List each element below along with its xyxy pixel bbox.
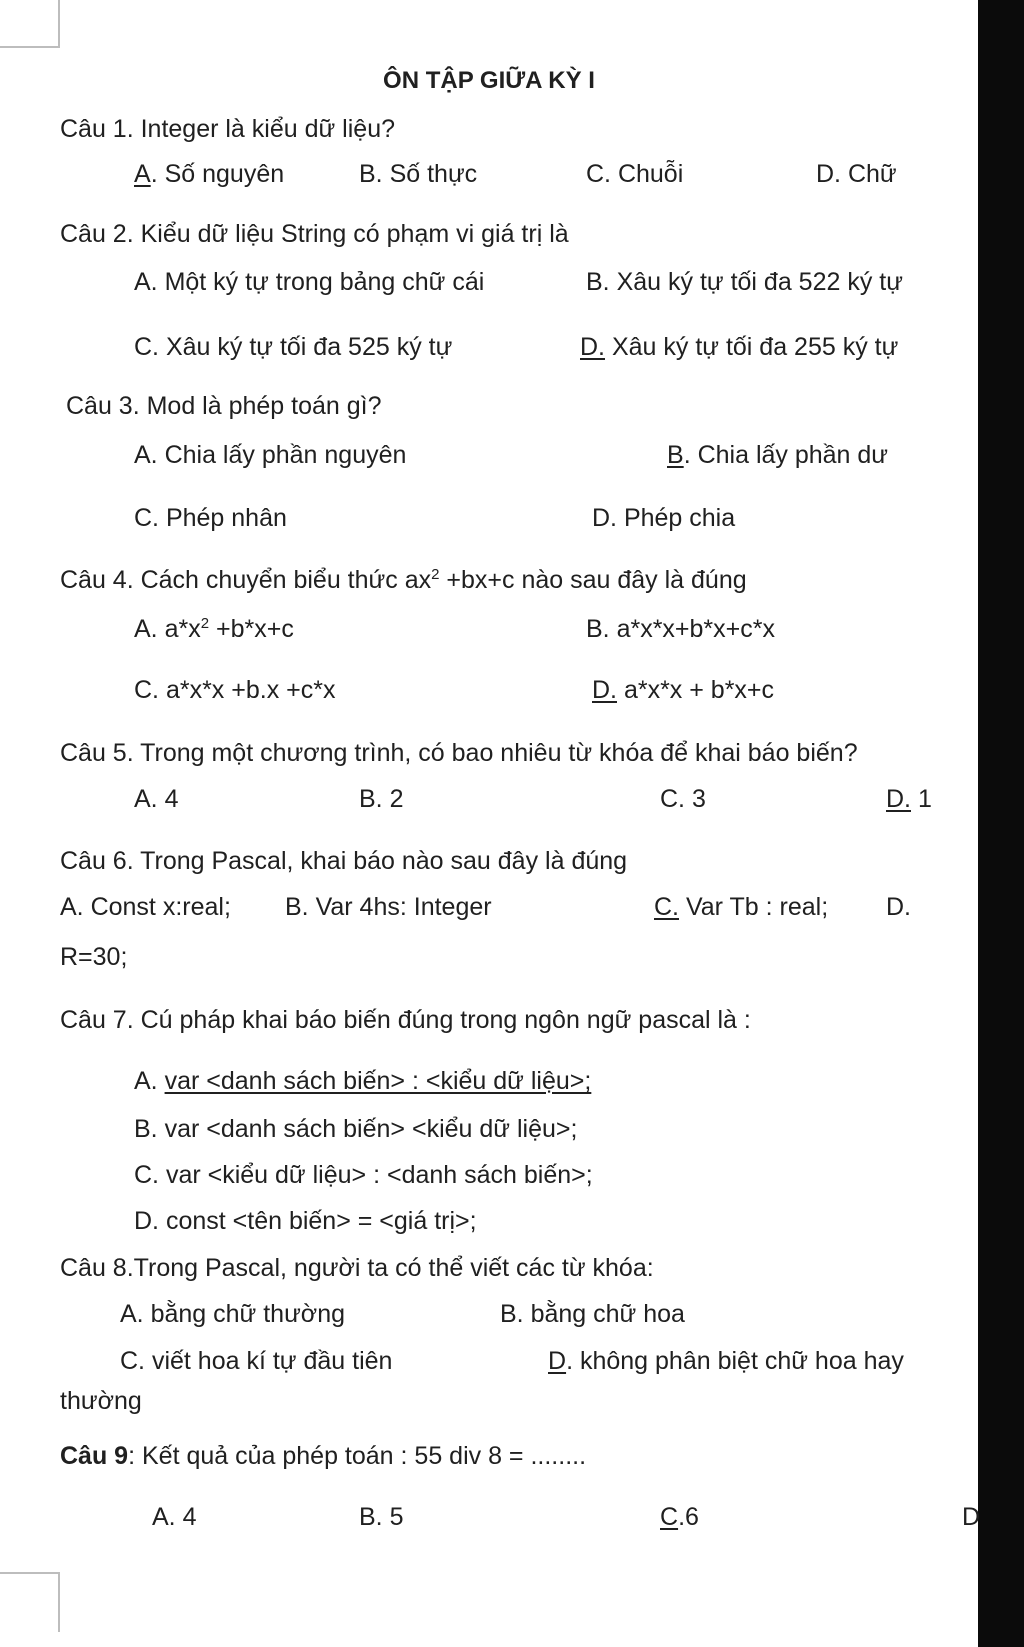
q4-option-c: C. a*x*x +b.x +c*x [134, 676, 336, 704]
q1-option-d: D. Chữ [816, 160, 897, 188]
q3-option-b: B. Chia lấy phần dư [667, 441, 889, 469]
q7-option-a: A. var <danh sách biến> : <kiểu dữ liệu>; [134, 1067, 592, 1095]
q8-option-c: C. viết hoa kí tự đầu tiên [120, 1347, 393, 1375]
corner-mark-top-vertical [58, 0, 60, 48]
q6-option-d: D. [886, 893, 911, 921]
q7-option-b: B. var <danh sách biến> <kiểu dữ liệu>; [134, 1115, 578, 1143]
q5-option-b: B. 2 [359, 785, 404, 813]
q5-option-d: D. 1 [886, 785, 932, 813]
q3-option-a: A. Chia lấy phần nguyên [134, 441, 407, 469]
q7-option-d: D. const <tên biến> = <giá trị>; [134, 1207, 477, 1235]
correct-answer-marker: D. [580, 333, 605, 361]
q6-option-b: B. Var 4hs: Integer [285, 893, 492, 921]
question-9-label: Câu 9 [60, 1442, 129, 1470]
q3-option-c: C. Phép nhân [134, 504, 287, 532]
question-6: Câu 6. Trong Pascal, khai báo nào sau đây là đúng [60, 847, 628, 875]
q8-option-a: A. bằng chữ thường [120, 1300, 345, 1328]
page-title: ÔN TẬP GIỮA KỲ I [383, 67, 595, 94]
correct-answer-marker: A [134, 160, 151, 188]
corner-mark-bottom-horizontal [0, 1572, 60, 1574]
q9-option-b: B. 5 [359, 1503, 404, 1531]
q4-option-b: B. a*x*x+b*x+c*x [586, 615, 775, 643]
q2-option-d: D. Xâu ký tự tối đa 255 ký tự [580, 333, 899, 361]
q6-option-c: C. Var Tb : real; [654, 893, 829, 921]
corner-mark-top-horizontal [0, 46, 60, 48]
q4-option-a: A. $a*x^2 +b*x+c$ [134, 615, 294, 643]
q8-option-d-continued: thường [60, 1387, 142, 1415]
correct-answer-marker: D [548, 1347, 567, 1375]
q4-option-d: D. a*x*x + b*x+c [592, 676, 775, 704]
question-4: Câu 4. Cách chuyển biểu thức $ax^2 +bx+c$ nào sau đây là đúng [60, 566, 747, 594]
q7-option-c: C. var <kiểu dữ liệu> : <danh sách biến>; [134, 1161, 593, 1189]
q9-option-c: C.6 [660, 1503, 699, 1531]
corner-mark-bottom-vertical [58, 1572, 60, 1632]
q6-option-d-continued: R=30; [60, 943, 128, 971]
question-5: Câu 5. Trong một chương trình, có bao nhiêu từ khóa để khai báo biến? [60, 739, 858, 767]
q8-option-d: D. không phân biệt chữ hoa hay [548, 1347, 904, 1375]
q5-option-c: C. 3 [660, 785, 706, 813]
q9-option-d: D [962, 1503, 981, 1531]
q2-option-b: B. Xâu ký tự tối đa 522 ký tự [586, 268, 903, 296]
question-8: Câu 8.Trong Pascal, người ta có thể viết các từ khóa: [60, 1254, 654, 1282]
q5-option-a: A. 4 [134, 785, 179, 813]
correct-answer-marker: C [660, 1503, 679, 1531]
correct-answer-marker: C. [654, 893, 679, 921]
q6-option-a: A. Const x:real; [60, 893, 231, 921]
correct-answer-marker: var <danh sách biến> : <kiểu dữ liệu>; [164, 1067, 592, 1095]
q3-option-d: D. Phép chia [592, 504, 736, 532]
correct-answer-marker: B [667, 441, 684, 469]
q1-option-a: A. Số nguyên [134, 160, 285, 188]
question-7: Câu 7. Cú pháp khai báo biến đúng trong ngôn ngữ pascal là : [60, 1006, 751, 1034]
question-1: Câu 1. Integer là kiểu dữ liệu? [60, 115, 395, 143]
question-2: Câu 2. Kiểu dữ liệu String có phạm vi giá trị là [60, 220, 569, 248]
question-9: Câu 9: Kết quả của phép toán : 55 div 8 = ........ [60, 1442, 587, 1470]
correct-answer-marker: D. [886, 785, 911, 813]
correct-answer-marker: D. [592, 676, 617, 704]
q2-option-c: C. Xâu ký tự tối đa 525 ký tự [134, 333, 453, 361]
q9-option-a: A. 4 [152, 1503, 197, 1531]
q2-option-a: A. Một ký tự trong bảng chữ cái [134, 268, 485, 296]
q1-option-b: B. Số thực [359, 160, 478, 188]
q8-option-b: B. bằng chữ hoa [500, 1300, 685, 1328]
question-3: Câu 3. Mod là phép toán gì? [66, 392, 382, 420]
q1-option-c: C. Chuỗi [586, 160, 684, 188]
